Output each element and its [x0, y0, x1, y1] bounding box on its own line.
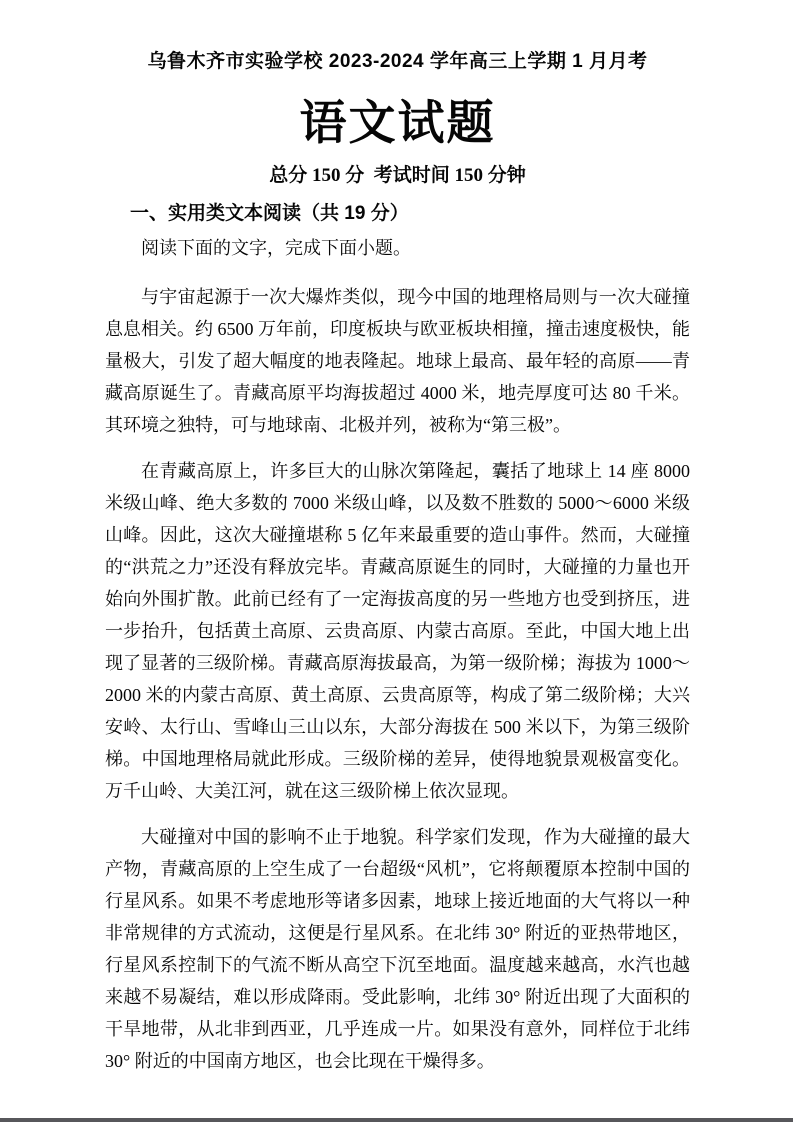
- passage-paragraph-2: 在青藏高原上，许多巨大的山脉次第隆起，囊括了地球上 14 座 8000 米级山峰、绝大多数的 7000 米级山峰，以及数不胜数的 5000～6000 米级山峰。因此，这次大碰撞堪称 5 亿年来最重要的造山事件。然而，大碰撞的“洪荒之力”还没有释放完毕。青藏高原诞生的同时，大碰撞的力量也开始向外围扩散。此前已经有了一定海拔高度的另一些地方也受到挤压，进一步抬升，包括黄土高原、云贵高原、内蒙古高原。至此，中国大地上出现了显著的三级阶梯。青藏高原海拔最高，为第一级阶梯；海拔为 1000～2000 米的内蒙古高原、黄土高原、云贵高原等，构成了第二级阶梯；大兴安岭、太行山、雪峰山三山以东，大部分海拔在 500 米以下，为第三级阶梯。中国地理格局就此形成。三级阶梯的差异，使得地貌景观极富变化。万千山岭、大美江河，就在这三级阶梯上依次显现。: [105, 461, 690, 801]
- passage-paragraph-3: 大碰撞对中国的影响不止于地貌。科学家们发现，作为大碰撞的最大产物，青藏高原的上空生成了一台超级“风机”，它将颠覆原本控制中国的行星风系。如果不考虑地形等诸多因素，地球上接近地面的大气将以一种非常规律的方式流动，这便是行星风系。在北纬 30° 附近的亚热带地区，行星风系控制下的气流不断从高空下沉至地面。温度越来越高，水汽也越来越不易凝结，难以形成降雨。受此影响，北纬 30° 附近出现了大面积的干旱地带，从北非到西亚，几乎连成一片。如果没有意外，同样位于北纬 30° 附近的中国南方地区，也会比现在干燥得多。: [105, 827, 690, 1071]
- passage: [105, 281, 690, 1077]
- page-bottom-border: [0, 1118, 793, 1122]
- exam-info-line: 总分 150 分 考试时间 150 分钟: [269, 165, 526, 186]
- exam-title: 语文试题: [299, 96, 496, 151]
- reading-instruction: 阅读下面的文字，完成下面小题。: [141, 238, 411, 258]
- passage-paragraph-1: 与宇宙起源于一次大爆炸类似，现今中国的地理格局则与一次大碰撞息息相关。约 6500 万年前，印度板块与欧亚板块相撞，撞击速度极快，能量极大，引发了超大幅度的地表隆起。地球上最高、最年轻的高原——青藏高原诞生了。青藏高原平均海拔超过 4000 米，地壳厚度可达 80 千米。其环境之独特，可与地球南、北极并列，被称为“第三极”。: [105, 287, 690, 435]
- school-header: 乌鲁木齐市实验学校 2023-2024 学年高三上学期 1 月月考: [147, 51, 648, 72]
- section-heading: 一、实用类文本阅读（共 19 分）: [130, 203, 409, 224]
